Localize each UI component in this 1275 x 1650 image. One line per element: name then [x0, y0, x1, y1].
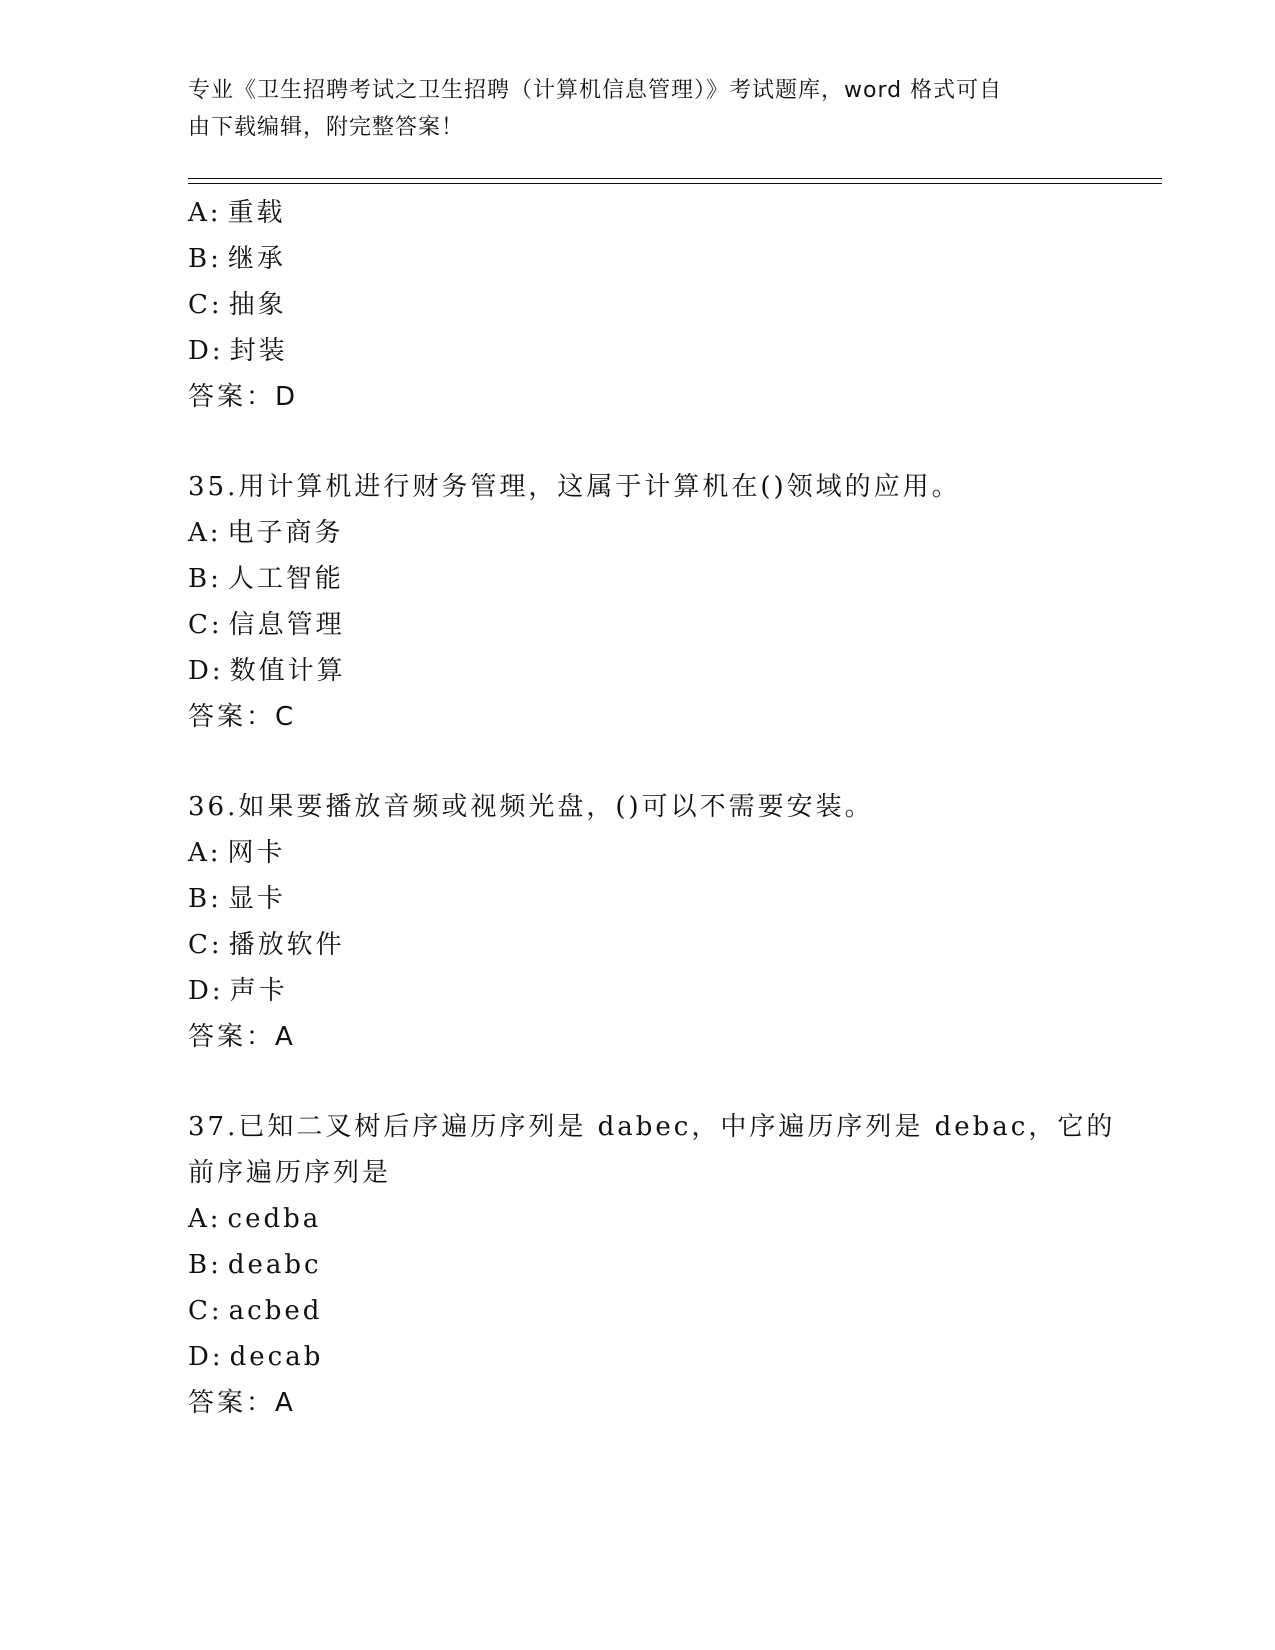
answer-line: 答案：C	[188, 702, 297, 732]
question-stem: 35.用计算机进行财务管理，这属于计算机在()领域的应用。	[188, 472, 961, 502]
option-c: C: acbed	[188, 1296, 323, 1326]
question-34	[188, 190, 1162, 420]
spacer	[188, 740, 1162, 784]
spacer	[188, 1060, 1162, 1104]
option-d: D: 声卡	[188, 976, 288, 1006]
option-a: A: 网卡	[188, 838, 286, 868]
option-c: C: 抽象	[188, 290, 287, 320]
header-divider-bottom	[188, 183, 1162, 184]
question-list	[188, 190, 1162, 1426]
option-d: D: 封装	[188, 336, 288, 366]
question-36	[188, 784, 1162, 1060]
option-b: B: 继承	[188, 244, 286, 274]
option-a: A: cedba	[188, 1204, 322, 1234]
question-37	[188, 1104, 1162, 1426]
question-stem: 36.如果要播放音频或视频光盘，()可以不需要安装。	[188, 792, 874, 822]
document-header	[188, 72, 1068, 146]
option-b: B: deabc	[188, 1250, 322, 1280]
answer-line: 答案：D	[188, 382, 299, 412]
option-c: C: 信息管理	[188, 610, 345, 640]
option-b: B: 显卡	[188, 884, 286, 914]
option-d: D: 数值计算	[188, 656, 346, 686]
question-stem-line-2: 前序遍历序列是	[188, 1158, 392, 1188]
option-b: B: 人工智能	[188, 564, 344, 594]
answer-line: 答案：A	[188, 1388, 296, 1418]
question-stem-line-1: 37.已知二叉树后序遍历序列是 dabec，中序遍历序列是 debac，它的	[188, 1112, 1116, 1142]
header-line-2: 由下载编辑，附完整答案！	[188, 115, 465, 140]
option-a: A: 电子商务	[188, 518, 344, 548]
question-35	[188, 464, 1162, 740]
option-a: A: 重载	[188, 198, 286, 228]
answer-line: 答案：A	[188, 1022, 296, 1052]
option-c: C: 播放软件	[188, 930, 345, 960]
header-line-1: 专业《卫生招聘考试之卫生招聘（计算机信息管理）》考试题库，word 格式可自	[188, 78, 1003, 103]
header-divider-top	[188, 178, 1162, 179]
option-d: D: decab	[188, 1342, 324, 1372]
spacer	[188, 420, 1162, 464]
